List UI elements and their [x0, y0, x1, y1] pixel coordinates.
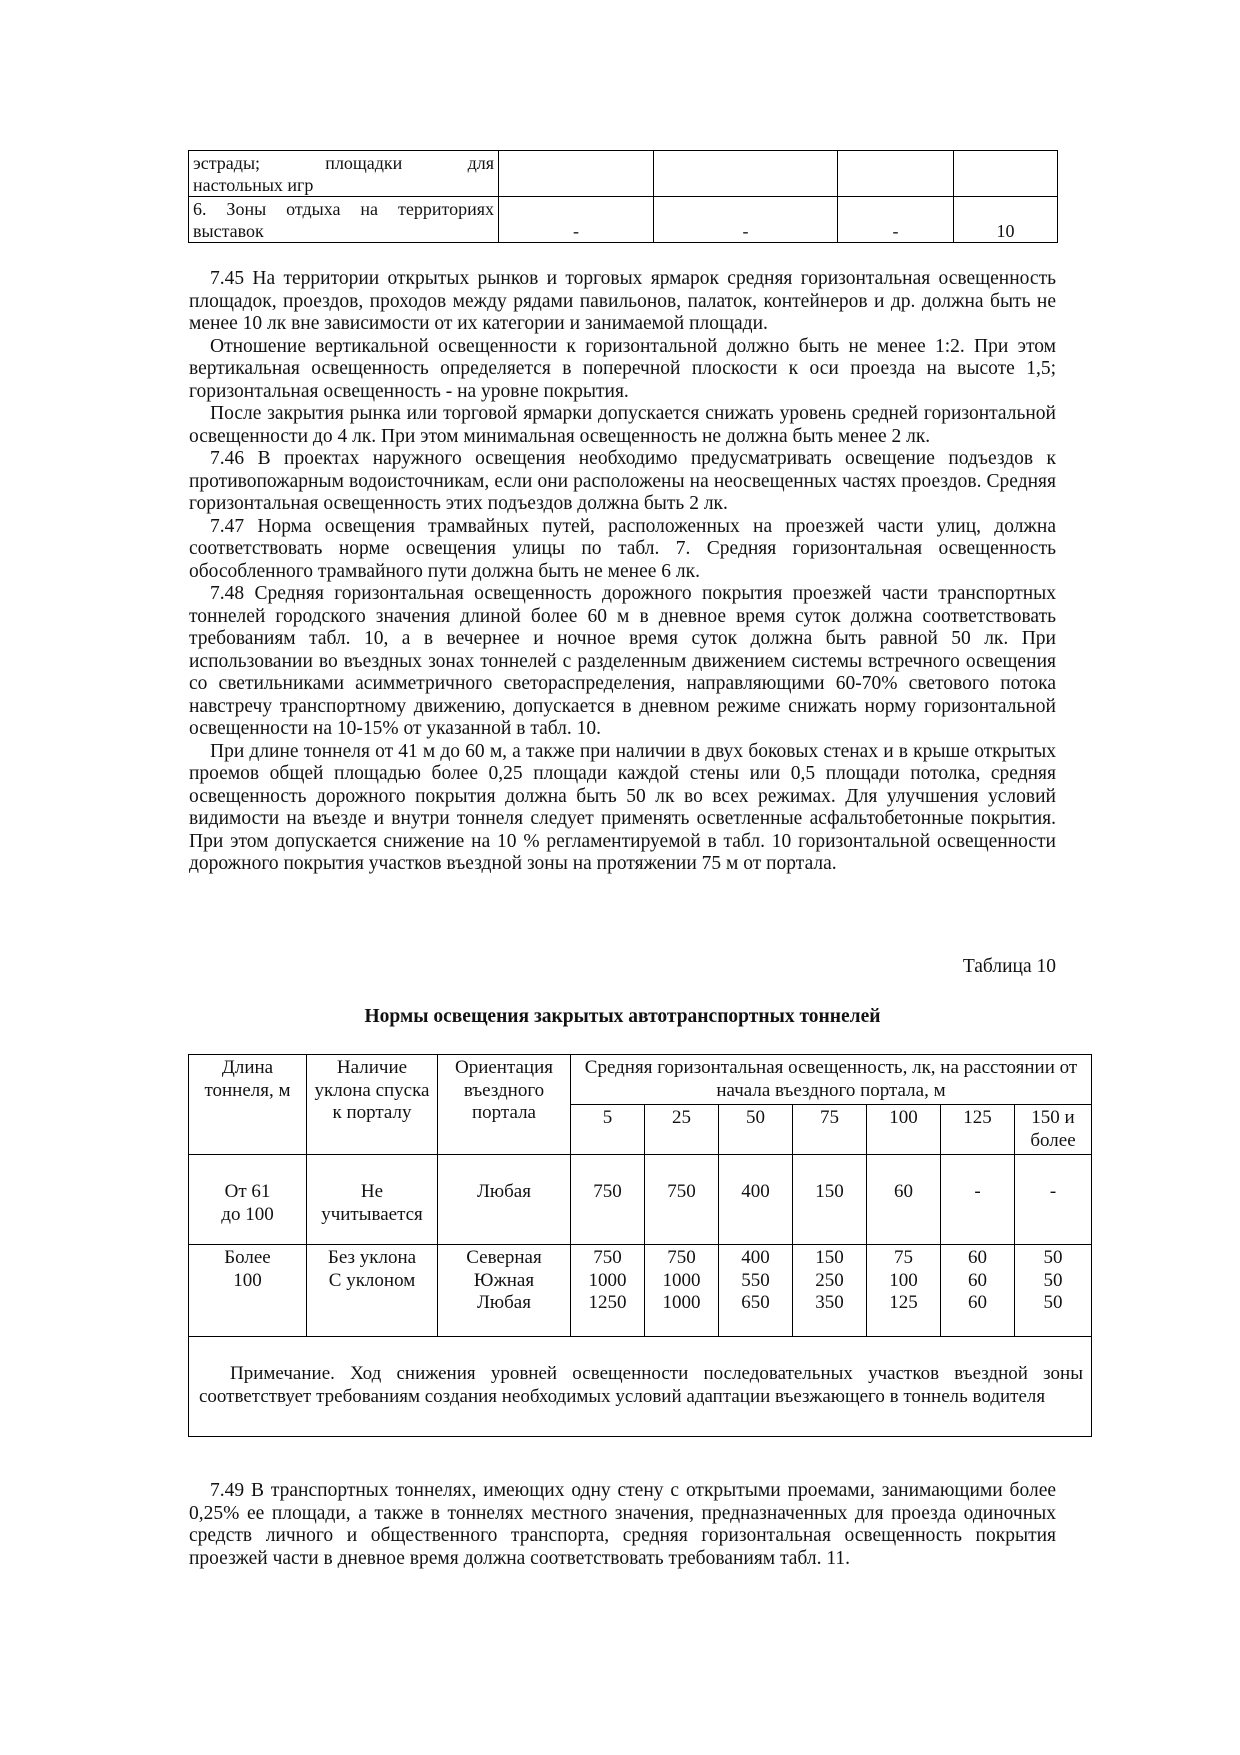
header-cell: 50 [719, 1105, 793, 1155]
table-cell: - [499, 197, 654, 243]
header-cell: 25 [645, 1105, 719, 1155]
paragraph: 7.45 На территории открытых рынков и торговых ярмарок средняя горизонтальная освещенность площадок, проездов, проходов между рядами павильонов, палаток, контейнеров и др. должна быть не менее 10 лк вне зависимости от их категории и занимаемой площади. [189, 268, 1056, 334]
table-cell: 750 [645, 1155, 719, 1245]
table-cell: Северная Южная Любая [438, 1245, 571, 1337]
table-row [189, 1155, 1092, 1245]
table-row [189, 1245, 1092, 1337]
table-label: Таблица 10 [962, 956, 1056, 977]
table-cell: - [654, 197, 838, 243]
table-cell: - [838, 197, 954, 243]
note-row [189, 1337, 1092, 1437]
table-cell: 150 250 350 [793, 1245, 867, 1337]
header-cell: 125 [941, 1105, 1015, 1155]
table-cell: 75 100 125 [867, 1245, 941, 1337]
table-cell: 750 1000 1000 [645, 1245, 719, 1337]
table-cell: 400 [719, 1155, 793, 1245]
header-cell: Ориентация въездного портала [438, 1055, 571, 1155]
table-cell: Без уклона С уклоном [307, 1245, 438, 1337]
paragraph: 7.48 Средняя горизонтальная освещенность дорожного покрытия проезжей части транспортных тоннелей городского значения длиной более 60 м в дневное время суток должна соответствовать требованиям табл. 10, а в вечернее и ночное время суток должна быть равной 50 лк. При использовании во въездных зонах тоннелей с разделенным движением системы встречного освещения со светильниками асимметричного светораспределения, направляющими 60-70% светового потока навстречу транспортному движению, допускается в дневном режиме снижать норму горизонтальной освещенности на 10-15% от указанной в табл. 10. [189, 583, 1056, 739]
row-name-line: 6. Зоны отдыха на территориях [193, 199, 494, 219]
table-row [189, 151, 1058, 197]
table-cell [499, 151, 654, 197]
table-cell: Более 100 [189, 1245, 307, 1337]
table-cell [838, 151, 954, 197]
note-text: Примечание. Ход снижения уровней освещенности последовательных участков въездной зоны соответствует требованиям создания необходимых условий адаптации въезжающего в тоннель водителя [199, 1363, 1083, 1407]
table-cell: От 61 до 100 [189, 1155, 307, 1245]
table-note [189, 1337, 1092, 1437]
table-cell: Любая [438, 1155, 571, 1245]
tunnel-lighting-table [188, 1054, 1092, 1437]
body-text-bottom [189, 1480, 1056, 1570]
table-cell: - [941, 1155, 1015, 1245]
paragraph: 7.47 Норма освещения трамвайных путей, расположенных на проезжей части улиц, должна соответствовать норме освещения улицы по табл. 7. Средняя горизонтальная освещенность обособленного трамвайного пути должна быть не менее 6 лк. [189, 515, 1056, 582]
paragraph: После закрытия рынка или торговой ярмарки допускается снижать уровень средней горизонтальной освещенности до 4 лк. При этом минимальная освещенность не должна быть менее 2 лк. [189, 403, 1056, 447]
table-cell: 50 50 50 [1015, 1245, 1092, 1337]
table-cell: 750 1000 1250 [571, 1245, 645, 1337]
header-row [189, 1055, 1092, 1105]
table-cell: 10 [954, 197, 1058, 243]
table-cell: Не учитывается [307, 1155, 438, 1245]
header-cell: Наличие уклона спуска к порталу [307, 1055, 438, 1155]
table-cell: 60 60 60 [941, 1245, 1015, 1337]
header-cell: 75 [793, 1105, 867, 1155]
table-cell: 150 [793, 1155, 867, 1245]
table-cell [189, 197, 499, 243]
header-cell: Средняя горизонтальная освещенность, лк, на расстоянии от начала въездного портала, м [571, 1055, 1092, 1105]
paragraph: Отношение вертикальной освещенности к горизонтальной должно быть не менее 1:2. При этом вертикальная освещенность определяется в поперечной плоскости к оси проезда на высоте 1,5; горизонтальная освещенность - на уровне покрытия. [189, 335, 1056, 402]
table-row [189, 197, 1058, 243]
row-name-line: настольных игр [193, 175, 314, 195]
table-cell [189, 151, 499, 197]
paragraph: 7.46 В проектах наружного освещения необходимо предусматривать освещение подъездов к противопожарным водоисточникам, если они расположены на неосвещенных частях проездов. Средняя горизонтальная освещенность этих подъездов должна быть 2 лк. [189, 448, 1056, 514]
continuation-table [188, 150, 1058, 243]
row-name-line: выставок [193, 221, 264, 241]
table-cell: 60 [867, 1155, 941, 1245]
table-title: Нормы освещения закрытых автотранспортных тоннелей [364, 1006, 881, 1027]
table-cell [954, 151, 1058, 197]
row-name-line: эстрады; площадки для [193, 153, 494, 173]
table-cell [654, 151, 838, 197]
header-cell: 5 [571, 1105, 645, 1155]
header-cell: Длина тоннеля, м [189, 1055, 307, 1155]
table-cell: 400 550 650 [719, 1245, 793, 1337]
header-cell: 100 [867, 1105, 941, 1155]
table-cell: - [1015, 1155, 1092, 1245]
paragraph: 7.49 В транспортных тоннелях, имеющих одну стену с открытыми проемами, занимающими более 0,25% ее площади, а также в тоннелях местного значения, предназначенных для проезда одиночных средств личного и общественного транспорта, средняя горизонтальная освещенность покрытия проезжей части в дневное время должна соответствовать требованиям табл. 11. [189, 1480, 1056, 1569]
header-cell: 150 и более [1015, 1105, 1092, 1155]
body-text [189, 268, 1056, 876]
paragraph: При длине тоннеля от 41 м до 60 м, а также при наличии в двух боковых стенах и в крыше открытых проемов общей площадью более 0,25 площади каждой стены или 0,5 площади потолка, средняя освещенность дорожного покрытия должна быть 50 лк во всех режимах. Для улучшения условий видимости на въезде и внутри тоннеля следует применять осветленные асфальтобетонные покрытия. При этом допускается снижение на 10 % регламентируемой в табл. 10 горизонтальной освещенности дорожного покрытия участков въездной зоны на протяжении 75 м от портала. [189, 740, 1056, 874]
table-cell: 750 [571, 1155, 645, 1245]
